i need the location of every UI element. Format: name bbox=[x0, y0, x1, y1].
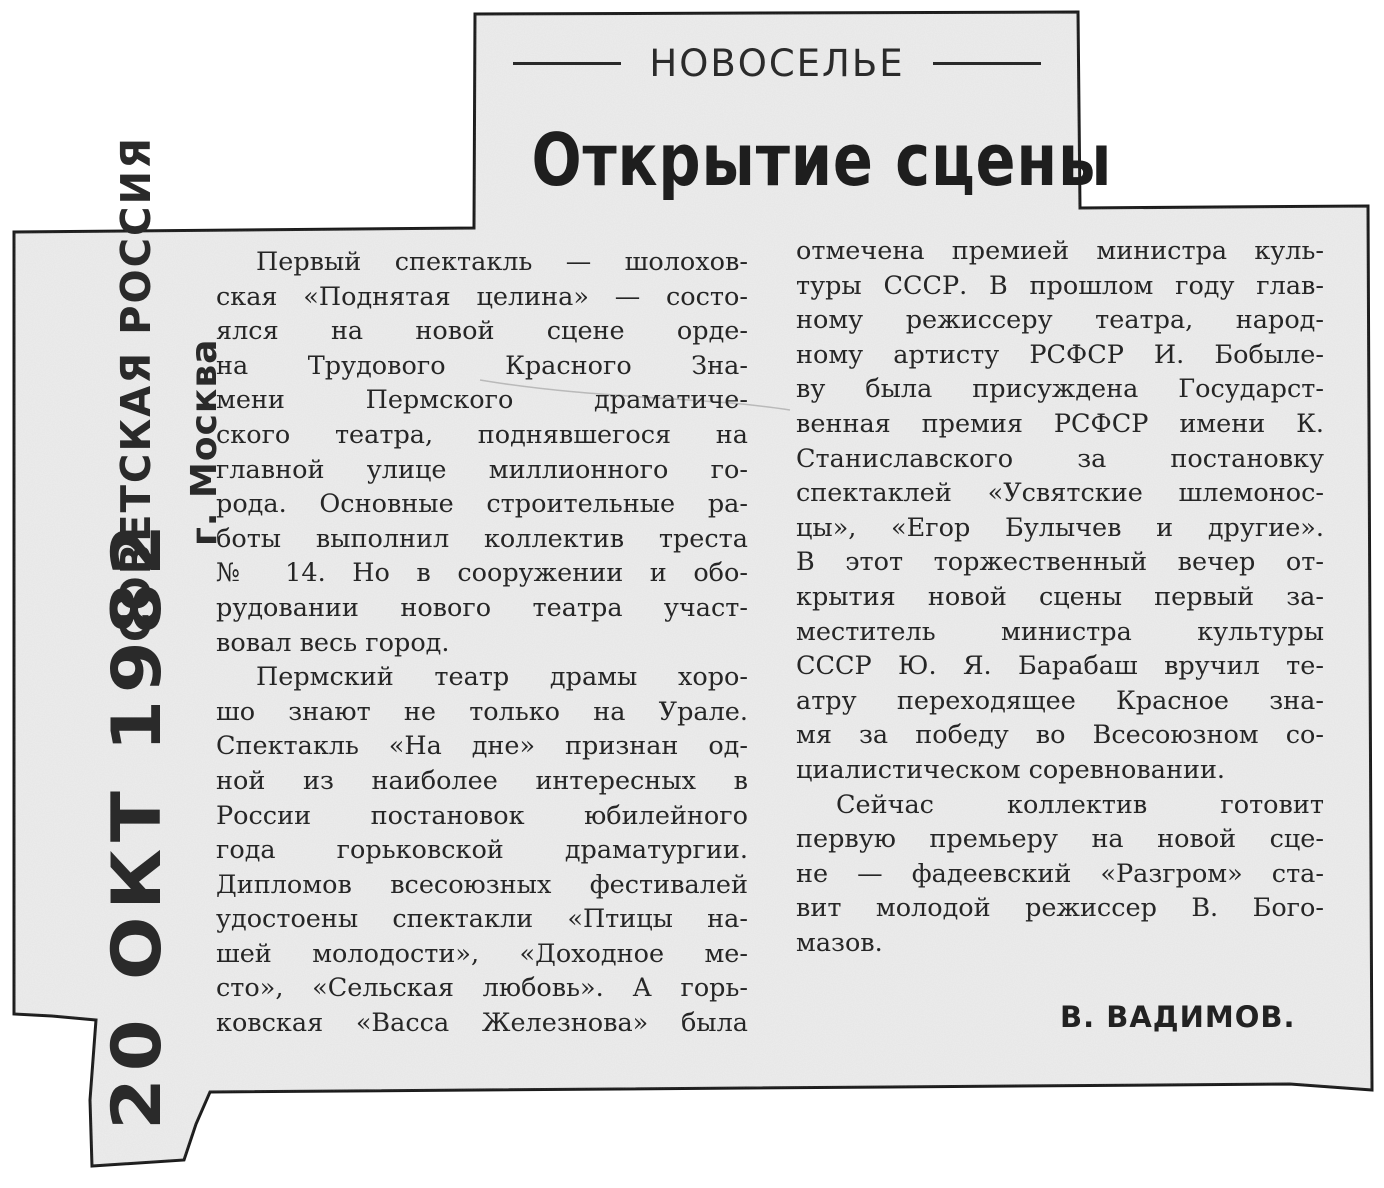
text-line: вовал весь город. bbox=[216, 627, 450, 658]
text-line: ялся на новой сцене орде- bbox=[216, 316, 748, 347]
article-headline: Открытие сцены bbox=[531, 118, 1113, 202]
rubric bbox=[478, 38, 1076, 88]
text-line: Спектакль «На дне» признан од- bbox=[216, 731, 748, 762]
text-line: Сейчас коллектив готовит bbox=[836, 789, 1324, 820]
text-line: № 14. Но в сооружении и обо- bbox=[216, 558, 748, 589]
text-line: шей молодости», «Доходное ме- bbox=[216, 938, 748, 969]
text-line: Первый спектакль — шолохов- bbox=[256, 247, 748, 277]
text-line: сто», «Сельская любовь». А горь- bbox=[216, 973, 748, 1004]
text-line: шо знают не только на Урале. bbox=[216, 696, 748, 727]
text-line: мени Пермского драматиче- bbox=[216, 385, 748, 416]
text-line: мазов. bbox=[796, 927, 883, 958]
rubric-rule-right bbox=[933, 62, 1041, 65]
stamp-city: г. Москва bbox=[184, 338, 225, 546]
text-line: ского театра, поднявшегося на bbox=[216, 419, 748, 450]
text-line: ному режиссеру театра, народ- bbox=[796, 305, 1324, 336]
author-byline: В. ВАДИМОВ. bbox=[1060, 1000, 1296, 1034]
text-line: Станиславского за постановку bbox=[796, 443, 1324, 474]
text-line: ному артисту РСФСР И. Бобыле- bbox=[796, 339, 1324, 370]
text-line: ву была присуждена Государст- bbox=[796, 374, 1324, 405]
text-line: России постановок юбилейного bbox=[216, 800, 748, 831]
text-line: венная премия РСФСР имени К. bbox=[796, 408, 1324, 439]
text-line: цы», «Егор Булычев и другие». bbox=[796, 512, 1324, 543]
text-line: ковская «Васса Железнова» была bbox=[216, 1008, 748, 1039]
text-line: ская «Поднятая целина» — состо- bbox=[216, 281, 748, 312]
article-column-left bbox=[216, 245, 748, 1041]
text-line: крытия новой сцены первый за- bbox=[796, 581, 1324, 612]
text-line: рода. Основные строительные ра- bbox=[216, 489, 748, 520]
stamp-newspaper: СОВЕТСКАЯ РОССИЯ bbox=[112, 136, 160, 642]
text-line: спектаклей «Усвятские шлемонос- bbox=[796, 478, 1324, 509]
text-line: туры СССР. В прошлом году глав- bbox=[796, 270, 1324, 301]
text-line: рудовании нового театра участ- bbox=[216, 592, 748, 623]
text-line: Пермский театр драмы хоро- bbox=[256, 662, 748, 693]
text-line: циалистическом соревновании. bbox=[796, 754, 1226, 785]
text-line: первую премьеру на новой сце- bbox=[796, 824, 1324, 855]
rubric-rule-left bbox=[513, 62, 621, 65]
text-line: Дипломов всесоюзных фестивалей bbox=[216, 869, 748, 900]
text-line: В этот торжественный вечер от- bbox=[796, 547, 1324, 578]
stamp-date: 20 ОКТ 1982 bbox=[98, 517, 177, 1130]
text-line: ной из наиболее интересных в bbox=[216, 765, 748, 796]
text-line: боты выполнил коллектив треста bbox=[216, 523, 748, 554]
text-line: атру переходящее Красное зна- bbox=[796, 685, 1324, 716]
text-line: СССР Ю. Я. Барабаш вручил те- bbox=[796, 651, 1324, 682]
text-line: меститель министра культуры bbox=[796, 616, 1324, 647]
article-column-right bbox=[796, 234, 1324, 960]
text-line: вит молодой режиссер В. Бого- bbox=[796, 893, 1324, 924]
text-line: не — фадеевский «Разгром» ста- bbox=[796, 858, 1324, 889]
text-line: отмечена премией министра куль- bbox=[796, 236, 1324, 266]
text-line: главной улице миллионного го- bbox=[216, 454, 748, 485]
text-line: мя за победу во Всесоюзном со- bbox=[796, 720, 1324, 751]
text-line: удостоены спектакли «Птицы на- bbox=[216, 904, 748, 935]
rubric-label: НОВОСЕЛЬЕ bbox=[649, 41, 905, 85]
text-line: на Трудового Красного Зна- bbox=[216, 350, 748, 381]
text-line: года горьковской драматургии. bbox=[216, 835, 748, 866]
